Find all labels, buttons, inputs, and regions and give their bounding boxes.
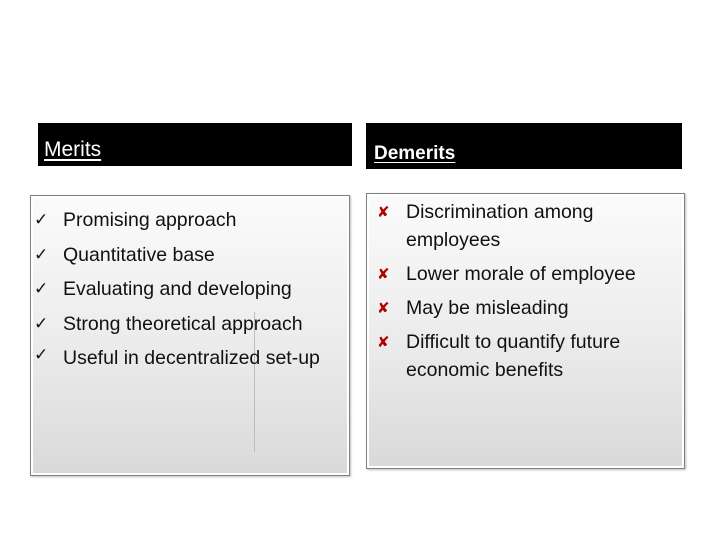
demerit-item: [375, 260, 675, 288]
demerit-text: Difficult to quantify future economic benefits: [406, 331, 621, 381]
merit-item: [34, 272, 344, 307]
merit-item: [34, 307, 344, 342]
merit-text: Quantitative base: [63, 243, 215, 266]
demerit-text: Discrimination among employees: [406, 201, 594, 251]
demerit-text: Lower morale of employee: [406, 263, 636, 285]
merit-text: Promising approach: [63, 209, 237, 231]
cross-icon: ✘: [377, 265, 390, 283]
check-icon: ✓: [34, 244, 49, 265]
check-icon: ✓: [34, 210, 49, 230]
check-icon: ✓: [34, 345, 49, 365]
demerits-header: [366, 123, 682, 169]
demerit-text: May be misleading: [406, 297, 569, 319]
merits-title: Merits: [44, 138, 102, 161]
merit-text: Strong theoretical approach: [63, 312, 303, 335]
merit-item: [34, 203, 344, 238]
merit-text: Evaluating and developing: [63, 278, 292, 300]
demerit-item: [375, 294, 675, 322]
cross-icon: ✘: [377, 333, 390, 351]
demerit-item: [375, 198, 675, 254]
demerits-title: Demerits: [374, 143, 456, 164]
cross-icon: ✘: [377, 299, 390, 317]
merits-list: [34, 203, 344, 372]
merit-item: [34, 341, 344, 372]
merits-header: [38, 123, 352, 166]
merit-item: [34, 238, 344, 273]
demerit-item: [375, 328, 675, 384]
check-icon: ✓: [34, 313, 49, 334]
demerits-list: [375, 198, 675, 390]
cross-icon: ✘: [377, 203, 390, 221]
merit-text: Useful in decentralized set-up: [63, 347, 320, 369]
check-icon: ✓: [34, 279, 49, 299]
